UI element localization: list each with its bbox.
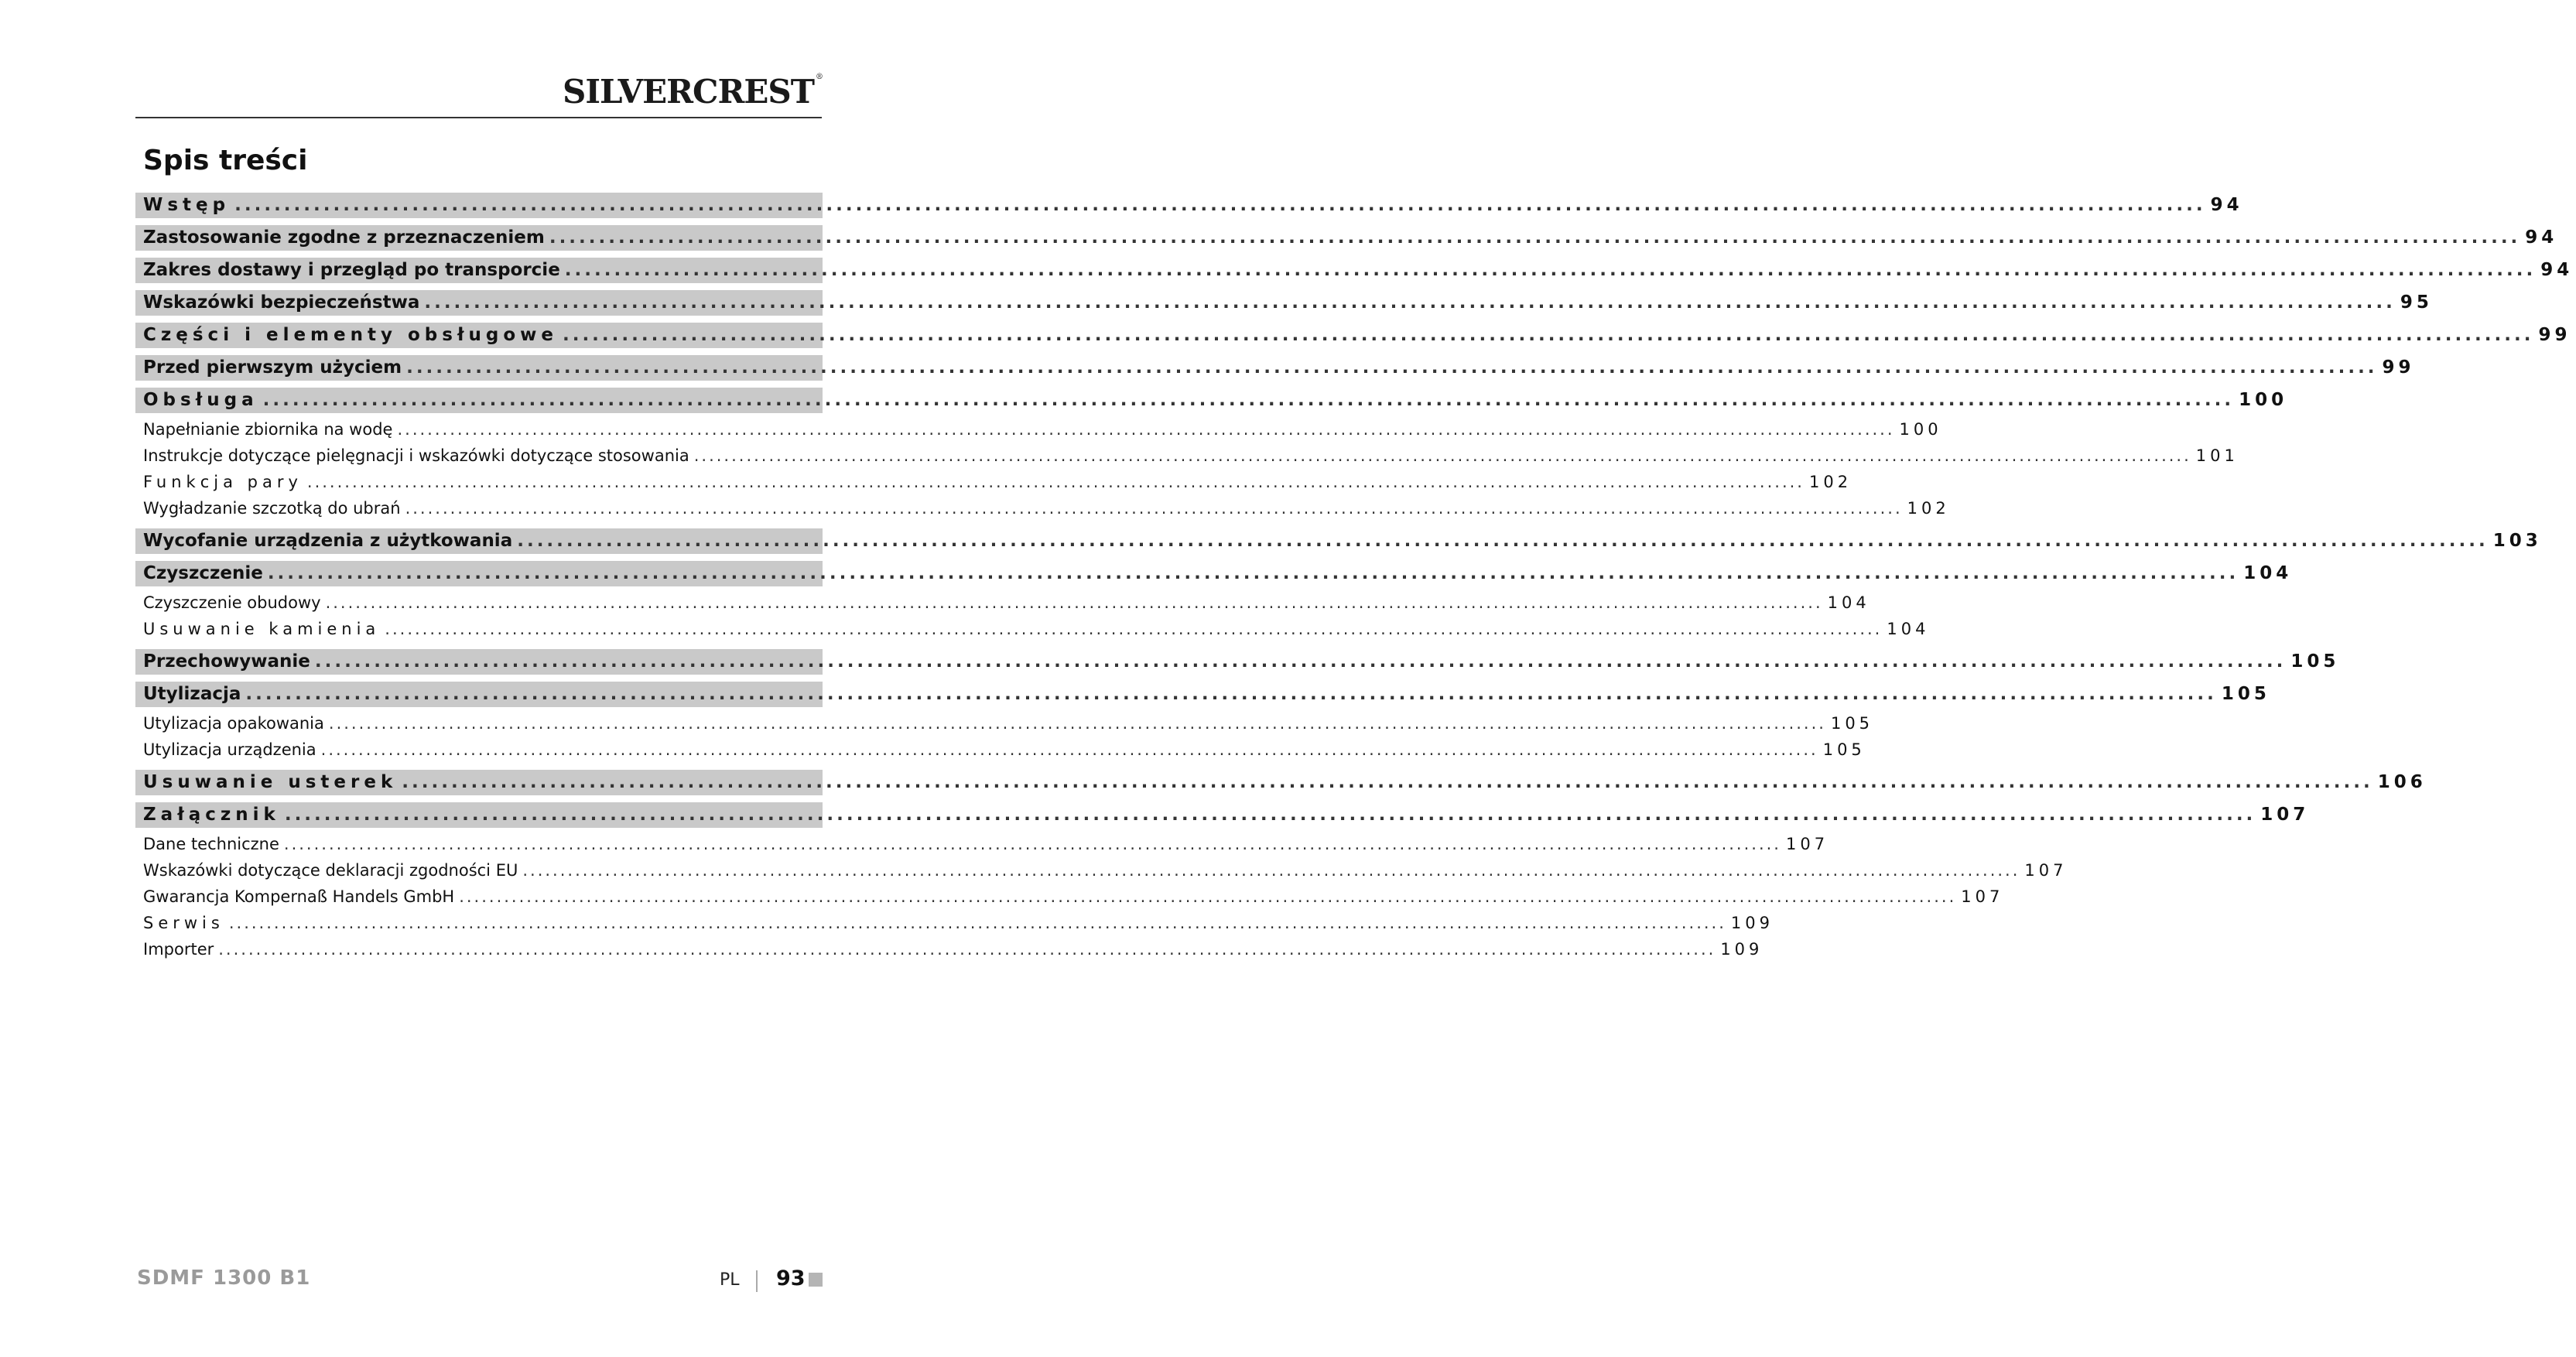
toc-page-number: 100 (2239, 390, 2288, 410)
toc-section-row[interactable] (135, 323, 2571, 348)
toc-section-row[interactable] (135, 802, 2310, 828)
toc-page-number: 99 (2382, 357, 2415, 378)
footer-separator (756, 1270, 758, 1292)
page-title: Spis treści (143, 145, 308, 176)
toc-page-number: 100 (1899, 420, 1942, 439)
toc-page-number: 94 (2210, 195, 2243, 215)
toc-entry-title: Dane techniczne (143, 835, 279, 853)
toc-section-row[interactable] (135, 355, 2415, 381)
toc-leader-dots: ........................................................................................................................................................................................................ (397, 420, 1895, 439)
toc-entry-title: Funkcja pary (143, 473, 303, 491)
toc-subsection-row[interactable] (135, 910, 1774, 936)
toc-leader-dots: ........................................................................................................................................................................................................ (284, 805, 2256, 825)
toc-subsection-row[interactable] (135, 737, 1866, 763)
toc-section-row[interactable] (135, 258, 2574, 283)
brand-logo (563, 73, 823, 111)
language-code: PL (720, 1270, 740, 1290)
toc-leader-dots: ........................................................................................................................................................................................................ (234, 195, 2206, 215)
toc-page-number: 94 (2525, 227, 2558, 248)
toc-section-row[interactable] (135, 225, 2558, 251)
toc-section-row[interactable] (135, 649, 2340, 675)
toc-entry-title: Utylizacja (143, 684, 241, 704)
toc-page-number: 104 (1827, 593, 1870, 612)
toc-page-number: 107 (2260, 805, 2310, 825)
toc-page-number: 106 (2377, 772, 2427, 792)
toc-section-row[interactable] (135, 290, 2433, 316)
toc-page-number: 102 (1808, 473, 1852, 491)
model-number: SDMF 1300 B1 (137, 1266, 311, 1290)
toc-page-number: 105 (1822, 740, 1866, 759)
toc-leader-dots: ........................................................................................................................................................................................................ (262, 390, 2235, 410)
footer-square-marker (809, 1273, 823, 1287)
toc-page-number: 104 (1887, 620, 1930, 638)
toc-section-row[interactable] (135, 770, 2427, 795)
toc-leader-dots: ........................................................................................................................................................................................................ (283, 835, 1781, 853)
toc-section-row[interactable] (135, 388, 2288, 413)
toc-entry-title: Przechowywanie (143, 651, 310, 672)
toc-leader-dots: ........................................................................................................................................................................................................ (267, 563, 2239, 583)
toc-page-number: 101 (2195, 446, 2239, 465)
toc-subsection-row[interactable] (135, 616, 1930, 642)
toc-entry-title: Wygładzanie szczotką do ubrań (143, 499, 401, 518)
toc-leader-dots: ........................................................................................................................................................................................................ (325, 593, 1823, 612)
toc-entry-title: Usuwanie kamienia (143, 620, 381, 638)
toc-entry-title: Napełnianie zbiornika na wodę (143, 420, 393, 439)
toc-entry-title: Instrukcje dotyczące pielęgnacji i wskazówki dotyczące stosowania (143, 446, 689, 465)
toc-entry-title: Czyszczenie obudowy (143, 593, 321, 612)
toc-section-row[interactable] (135, 193, 2243, 218)
toc-leader-dots: ........................................................................................................................................................................................................ (314, 651, 2287, 672)
toc-leader-dots: ........................................................................................................................................................................................................ (328, 714, 1826, 733)
toc-subsection-row[interactable] (135, 469, 1852, 495)
toc-leader-dots: ........................................................................................................................................................................................................ (228, 914, 1726, 932)
toc-leader-dots: ........................................................................................................................................................................................................ (693, 446, 2191, 465)
toc-leader-dots: ........................................................................................................................................................................................................ (406, 357, 2378, 378)
toc-leader-dots: ........................................................................................................................................................................................................ (562, 325, 2534, 345)
toc-leader-dots: ........................................................................................................................................................................................................ (424, 292, 2396, 313)
toc-page-number: 99 (2538, 325, 2571, 345)
toc-entry-title: Przed pierwszym użyciem (143, 357, 402, 378)
toc-subsection-row[interactable] (135, 831, 1829, 857)
toc-entry-title: Usuwanie usterek (143, 772, 398, 792)
toc-page-number: 105 (2290, 651, 2340, 672)
toc-entry-title: Części i elementy obsługowe (143, 325, 558, 345)
brand-name: SILVERCREST (563, 73, 814, 111)
toc-leader-dots: ........................................................................................................................................................................................................ (402, 772, 2373, 792)
toc-subsection-row[interactable] (135, 884, 2004, 910)
toc-entry-title: Wycofanie urządzenia z użytkowania (143, 531, 513, 551)
toc-page-number: 103 (2492, 531, 2542, 551)
toc-leader-dots: ........................................................................................................................................................................................................ (522, 861, 2020, 880)
toc-entry-title: Utylizacja urządzenia (143, 740, 316, 759)
toc-page-number: 102 (1907, 499, 1950, 518)
toc-page-number: 107 (1785, 835, 1829, 853)
toc-page-number: 105 (1830, 714, 1874, 733)
toc-subsection-row[interactable] (135, 495, 1950, 521)
toc-subsection-row[interactable] (135, 936, 1764, 962)
toc-leader-dots: ........................................................................................................................................................................................................ (549, 227, 2521, 248)
toc-entry-title: Czyszczenie (143, 563, 263, 583)
toc-entry-title: Importer (143, 940, 214, 959)
toc-leader-dots: ........................................................................................................................................................................................................ (564, 260, 2537, 280)
toc-leader-dots: ........................................................................................................................................................................................................ (320, 740, 1818, 759)
toc-leader-dots: ........................................................................................................................................................................................................ (405, 499, 1903, 518)
toc-entry-title: Serwis (143, 914, 224, 932)
registered-mark: ® (816, 73, 823, 81)
toc-leader-dots: ........................................................................................................................................................................................................ (459, 887, 1957, 906)
toc-subsection-row[interactable] (135, 857, 2068, 884)
toc-page-number: 104 (2243, 563, 2293, 583)
page-number: 93 (776, 1266, 806, 1290)
toc-page-number: 94 (2540, 260, 2574, 280)
toc-entry-title: Zastosowanie zgodne z przeznaczeniem (143, 227, 545, 248)
toc-page-number: 107 (1961, 887, 2004, 906)
toc-page-number: 95 (2400, 292, 2433, 313)
toc-leader-dots: ........................................................................................................................................................................................................ (245, 684, 2217, 704)
toc-subsection-row[interactable] (135, 416, 1942, 443)
header-divider (135, 117, 822, 118)
toc-entry-title: Zakres dostawy i przegląd po transporcie (143, 260, 560, 280)
toc-section-row[interactable] (135, 682, 2270, 707)
toc-entry-title: Gwarancja Kompernaß Handels GmbH (143, 887, 455, 906)
toc-entry-title: Obsługa (143, 390, 258, 410)
toc-entry-title: Wstęp (143, 195, 231, 215)
toc-leader-dots: ........................................................................................................................................................................................................ (517, 531, 2489, 551)
toc-section-row[interactable] (135, 528, 2542, 554)
toc-subsection-row[interactable] (135, 710, 1874, 737)
toc-entry-title: Wskazówki dotyczące deklaracji zgodności EU (143, 861, 518, 880)
toc-entry-title: Utylizacja opakowania (143, 714, 324, 733)
toc-leader-dots: ........................................................................................................................................................................................................ (306, 473, 1805, 491)
toc-subsection-row[interactable] (135, 443, 2239, 469)
table-of-contents (135, 193, 2574, 962)
toc-leader-dots: ........................................................................................................................................................................................................ (385, 620, 1883, 638)
toc-page-number: 107 (2024, 861, 2068, 880)
toc-page-number: 105 (2221, 684, 2270, 704)
toc-section-row[interactable] (135, 561, 2293, 586)
toc-subsection-row[interactable] (135, 590, 1870, 616)
toc-entry-title: Załącznik (143, 805, 280, 825)
toc-leader-dots: ........................................................................................................................................................................................................ (218, 940, 1716, 959)
toc-page-number: 109 (1720, 940, 1764, 959)
toc-entry-title: Wskazówki bezpieczeństwa (143, 292, 420, 313)
toc-page-number: 109 (1730, 914, 1774, 932)
